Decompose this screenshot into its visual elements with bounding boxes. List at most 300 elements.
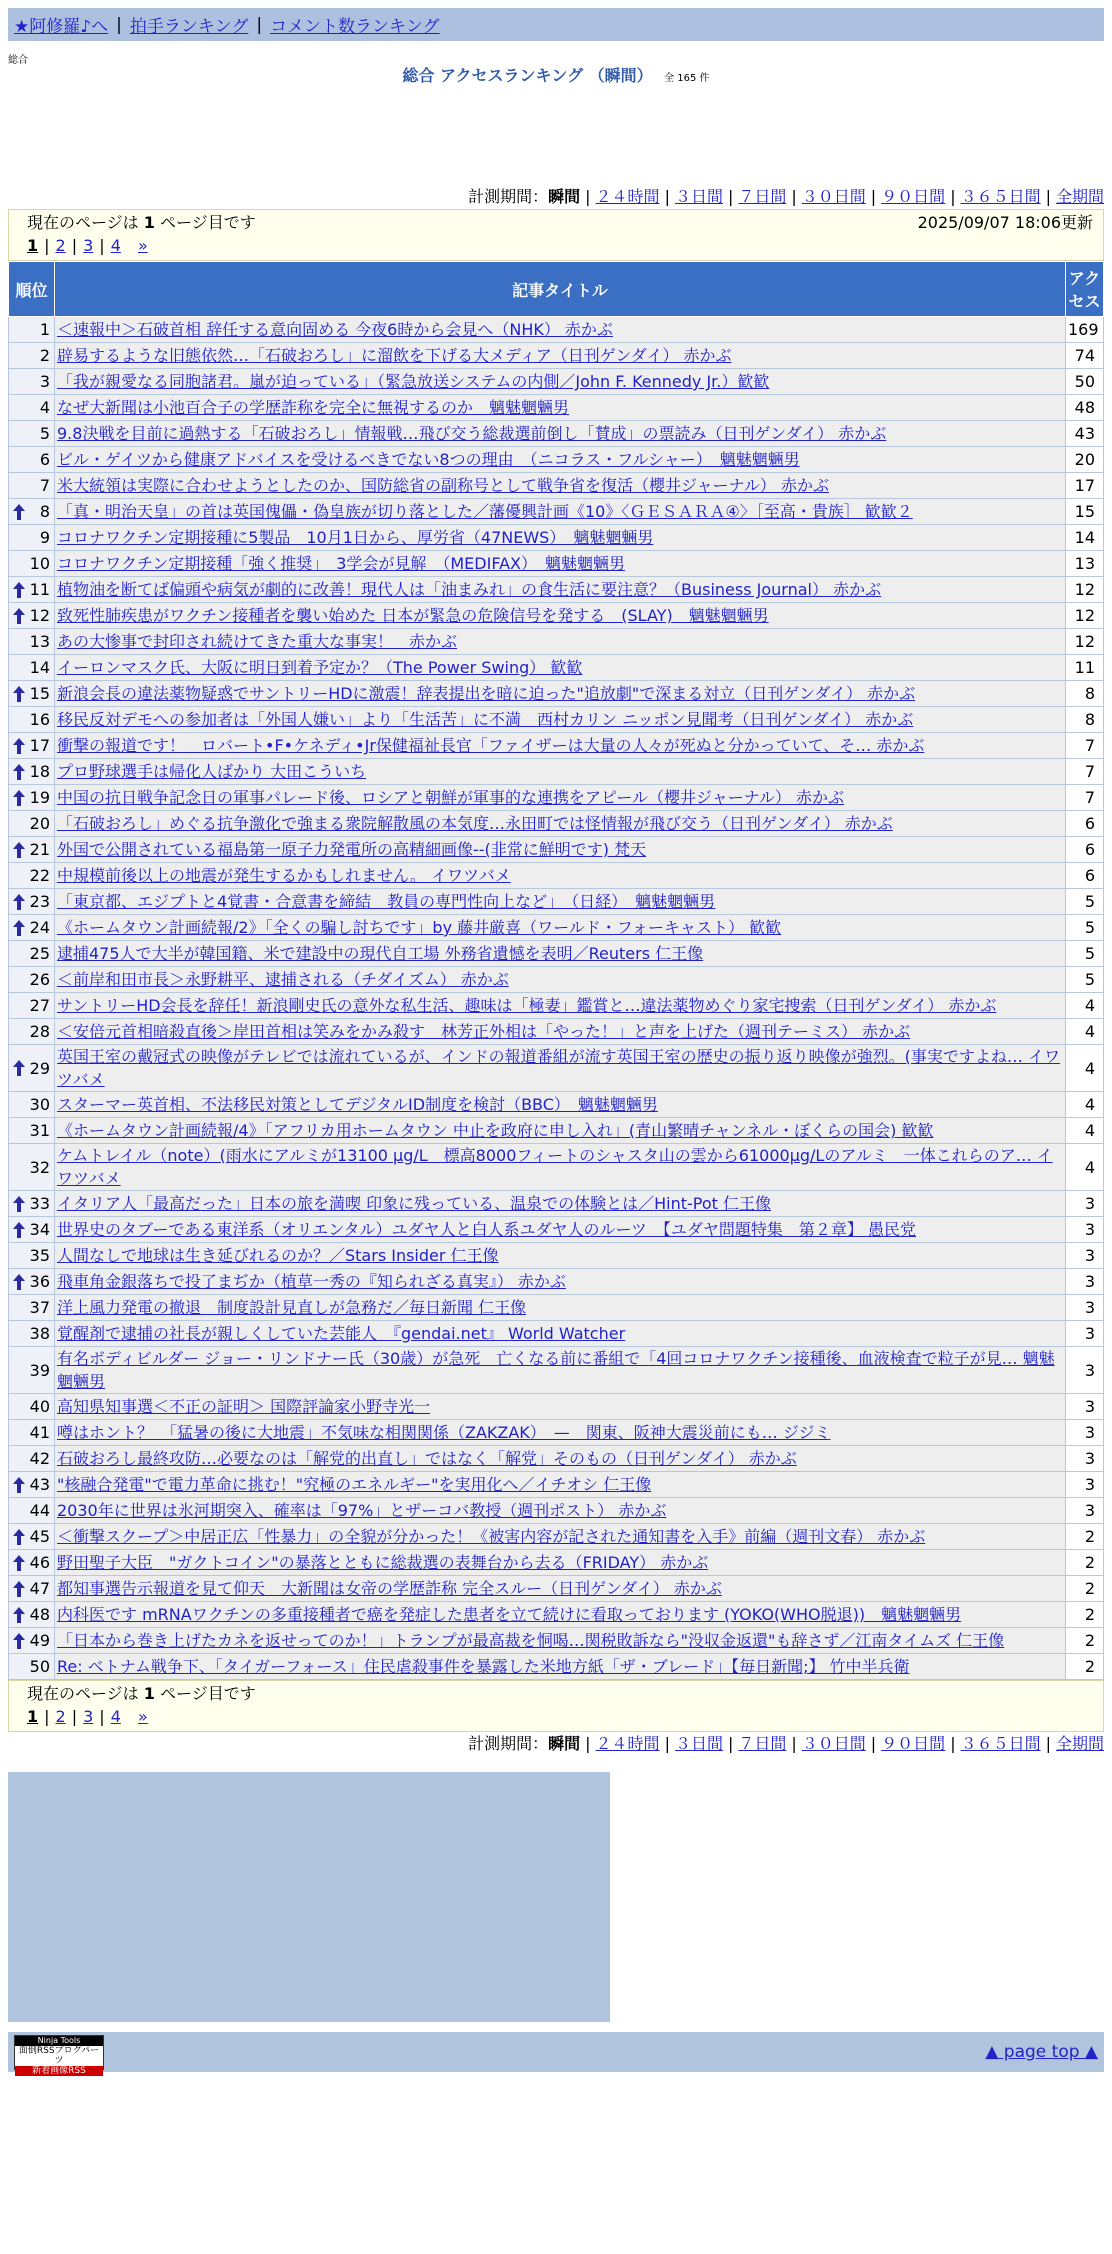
page-link[interactable]: 2 [55, 236, 66, 255]
rank-cell [9, 1144, 55, 1191]
rank-number: 24 [29, 918, 50, 937]
access-count: 14 [1066, 525, 1104, 551]
title-cell [55, 733, 1066, 759]
period-option-link[interactable]: ３６５日間 [960, 1734, 1041, 1753]
article-title-link[interactable]: スターマー英首相、不法移民対策としてデジタルID制度を検討（BBC） 魑魅魍魎男 [57, 1095, 658, 1114]
rank-cell [9, 863, 55, 889]
period-option-link[interactable]: 全期間 [1055, 1734, 1104, 1753]
table-row [9, 1550, 1104, 1576]
title-cell [55, 1144, 1066, 1191]
pager-bottom [8, 1680, 1104, 1732]
rank-number: 19 [29, 788, 50, 807]
period-option-link[interactable]: ９０日間 [881, 1734, 946, 1753]
total-count: 全 165 件 [664, 73, 710, 84]
article-title-link[interactable]: 新浪会長の違法薬物疑惑でサントリーHDに激震！辞表提出を暗に迫った"追放劇"で深まる対立（日刊ゲンダイ） 赤かぶ [57, 684, 916, 703]
period-selector [8, 1732, 1104, 1756]
table-row [9, 681, 1104, 707]
rank-up-arrow-icon [13, 1581, 25, 1597]
table-row [9, 473, 1104, 499]
period-option-link[interactable]: ３日間 [674, 1734, 723, 1753]
article-title-link[interactable]: 辟易するような旧態依然…「石破おろし」に溜飲を下げる大メディア（日刊ゲンダイ） 赤かぶ [57, 346, 732, 365]
article-title-link[interactable]: 石破おろし最終攻防…必要なのは「解党的出直し」ではなく「解党」そのもの（日刊ゲンダイ） 赤かぶ [57, 1449, 797, 1468]
nav-separator: | [256, 14, 263, 35]
table-row [9, 1019, 1104, 1045]
comment-ranking-link[interactable]: コメント数ランキング [270, 17, 440, 37]
access-count: 3 [1066, 1347, 1104, 1394]
access-count: 5 [1066, 941, 1104, 967]
rank-up-arrow-icon [13, 764, 25, 780]
title-cell [55, 1394, 1066, 1420]
article-title-link[interactable]: 世界史のタブーである東洋系（オリエンタル）ユダヤ人と白人系ユダヤ人のルーツ 【ユダヤ問題特集 第２章】 愚民党 [57, 1220, 917, 1239]
access-count: 4 [1066, 1144, 1104, 1191]
page-link[interactable]: 3 [83, 236, 94, 255]
category-label: 総合 [8, 55, 28, 66]
period-separator: | [1045, 187, 1051, 206]
table-row [9, 1144, 1104, 1191]
table-row [9, 811, 1104, 837]
access-count: 7 [1066, 759, 1104, 785]
title-cell [55, 447, 1066, 473]
title-cell [55, 551, 1066, 577]
rank-cell [9, 1446, 55, 1472]
table-row [9, 1472, 1104, 1498]
title-cell [55, 941, 1066, 967]
rank-cell [9, 603, 55, 629]
article-title-link[interactable]: 人間なしで地球は生き延びれるのか？／Stars Insider 仁王像 [57, 1246, 499, 1265]
period-separator: | [664, 1734, 670, 1753]
article-title-link[interactable]: 「石破おろし」めぐる抗争激化で強まる衆院解散風の本気度…永田町では怪情報が飛び交う（日刊ゲンダイ） 赤かぶ [57, 814, 893, 833]
rank-number: 50 [29, 1657, 50, 1676]
page-current: 1 [27, 236, 39, 255]
rank-cell [9, 1602, 55, 1628]
period-selector [8, 185, 1104, 209]
period-option-link[interactable]: ７日間 [738, 187, 787, 206]
period-option-link[interactable]: ７日間 [738, 1734, 787, 1753]
table-row [9, 343, 1104, 369]
article-title-link[interactable]: 逮捕475人で大半が韓国籍、米で建設中の現代自工場 外務省遺憾を表明／Reuters 仁王像 [57, 944, 704, 963]
rank-up-arrow-icon [13, 504, 25, 520]
article-title-link[interactable]: ＜衝撃スクープ＞中居正広「性暴力」の全貌が分かった！《被害内容が記された通知書を入手》前編（週刊文春） 赤かぶ [57, 1527, 926, 1546]
article-title-link[interactable]: ＜速報中＞石破首相 辞任する意向固める 今夜6時から会見へ（NHK） 赤かぶ [57, 320, 613, 339]
page-link[interactable]: 4 [110, 1707, 121, 1726]
table-row [9, 1217, 1104, 1243]
rank-number: 33 [29, 1194, 50, 1213]
rank-up-arrow-icon [13, 582, 25, 598]
badge-line: 面倒RSSブログパーツ [18, 2045, 100, 2066]
page-link[interactable]: 4 [110, 236, 121, 255]
article-title-link[interactable]: 「真・明治天皇」の首は英国傀儡・偽皇族が切り落とした／藩優興計画《10》〈ＧＥＳＡＲＡ④〉［至高・貴族］ 歓歓２ [57, 502, 913, 521]
rank-up-arrow-icon [13, 1060, 25, 1076]
rank-number: 12 [29, 606, 50, 625]
table-row [9, 603, 1104, 629]
article-title-link[interactable]: 覚醒剤で逮捕の社長が親しくしていた芸能人 『gendai.net』 World Watcher [57, 1324, 626, 1343]
page-current: 1 [27, 1707, 39, 1726]
rank-cell [9, 577, 55, 603]
article-title-link[interactable]: コロナワクチン定期接種「強く推奨」 3学会が見解 （MEDIFAX） 魑魅魍魎男 [57, 554, 625, 573]
period-separator: | [950, 187, 956, 206]
article-title-link[interactable]: 2030年に世界は氷河期突入、確率は「97%」とザーコバ教授（週刊ポスト） 赤かぶ [57, 1501, 667, 1520]
article-title-link[interactable]: 有名ボディビルダー ジョー・リンドナー氏（30歳）が急死 亡くなる前に番組で「4回コロナワクチン接種後、血液検査で粒子が見… 魑魅魍魎男 [57, 1349, 1055, 1391]
title-cell [55, 473, 1066, 499]
article-title-link[interactable]: 「東京都、エジプトと4覚書・合意書を締結 教員の専門性向上など」 （日経） 魑魅魍魎男 [57, 892, 716, 911]
page-top-link[interactable]: ▲ page top ▲ [985, 2042, 1098, 2062]
table-row [9, 395, 1104, 421]
period-option-link[interactable]: ２４時間 [595, 1734, 660, 1753]
title-cell [55, 1191, 1066, 1217]
access-count: 3 [1066, 1446, 1104, 1472]
article-title-link[interactable]: イーロンマスク氏、大阪に明日到着予定か？（The Power Swing） 歓歓 [57, 658, 583, 677]
rank-cell [9, 369, 55, 395]
access-count: 3 [1066, 1321, 1104, 1347]
article-title-link[interactable]: 飛車角金銀落ちで投了まぢか（植草一秀の『知られざる真実』） 赤かぶ [57, 1272, 566, 1291]
rank-cell [9, 551, 55, 577]
page [8, 8, 1104, 2076]
period-label: 計測期間： [468, 1734, 549, 1753]
title-cell [55, 889, 1066, 915]
table-row [9, 1420, 1104, 1446]
rank-cell [9, 317, 55, 343]
rank-number: 39 [29, 1360, 50, 1380]
title-cell [55, 655, 1066, 681]
title-cell [55, 1628, 1066, 1654]
table-row [9, 863, 1104, 889]
table-row [9, 447, 1104, 473]
rank-cell [9, 629, 55, 655]
rank-cell [9, 1295, 55, 1321]
rank-number: 35 [29, 1246, 50, 1265]
rank-cell [9, 941, 55, 967]
rank-up-arrow-icon [13, 1274, 25, 1290]
table-row [9, 1628, 1104, 1654]
access-count: 17 [1066, 473, 1104, 499]
table-row [9, 1576, 1104, 1602]
title-cell [55, 1654, 1066, 1680]
rank-cell [9, 1191, 55, 1217]
rank-up-arrow-icon [13, 1633, 25, 1649]
rank-number: 37 [29, 1298, 50, 1317]
access-count: 3 [1066, 1243, 1104, 1269]
ad-area [8, 1772, 610, 2022]
rank-cell [9, 499, 55, 525]
title-cell [55, 1446, 1066, 1472]
article-title-link[interactable]: 致死性肺疾患がワクチン接種者を襲い始めた 日本が緊急の危険信号を発する (SLAY) 魑魅魍魎男 [57, 606, 769, 625]
table-row [9, 421, 1104, 447]
article-title-link[interactable]: ビル・ゲイツから健康アドバイスを受けるべきでない8つの理由 （ニコラス・フルシャー） 魑魅魍魎男 [57, 450, 800, 469]
period-option-link[interactable]: ２４時間 [595, 187, 660, 206]
rank-up-arrow-icon [13, 1477, 25, 1493]
article-title-link[interactable]: ケムトレイル（note）(雨水にアルミが13100 μg/L 標高8000フィートのシャスタ山の雲から61000μg/Lのアルミ 一体これらのア… イワツバメ [57, 1146, 1053, 1188]
rss-badge[interactable] [14, 2035, 104, 2076]
page-separator: | [44, 236, 50, 255]
title-cell [55, 1045, 1066, 1092]
table-row [9, 499, 1104, 525]
table-row [9, 1654, 1104, 1680]
access-count: 8 [1066, 681, 1104, 707]
rank-number: 4 [39, 398, 50, 417]
article-title-link[interactable]: 中国の抗日戦争記念日の軍事パレード後、ロシアと朝鮮が軍事的な連携をアピール（櫻井ジャーナル） 赤かぶ [57, 788, 845, 807]
article-title-link[interactable]: あの大惨事で封印され続けてきた重大な事実！ 赤かぶ [57, 632, 458, 651]
rank-number: 18 [29, 762, 50, 781]
period-separator: | [585, 187, 591, 206]
table-row [9, 915, 1104, 941]
article-title-link[interactable]: 《ホームタウン計画続報/4》「アフリカ用ホームタウン 中止を政府に申し入れ」(青山繁晴チャンネル・ぼくらの国会) 歓歓 [57, 1121, 934, 1140]
access-count: 3 [1066, 1269, 1104, 1295]
table-row [9, 1498, 1104, 1524]
next-page-link[interactable]: » [137, 236, 148, 255]
access-count: 3 [1066, 1394, 1104, 1420]
rank-number: 34 [29, 1220, 50, 1239]
access-count: 3 [1066, 1498, 1104, 1524]
access-count: 3 [1066, 1217, 1104, 1243]
access-count: 7 [1066, 785, 1104, 811]
title-cell [55, 1295, 1066, 1321]
table-row [9, 551, 1104, 577]
article-title-link[interactable]: 衝撃の報道です！ ロバート•F•ケネディ•Jr保健福祉長官「ファイザーは大量の人々が死ぬと分かっていて、そ… 赤かぶ [57, 736, 925, 755]
period-separator: | [791, 187, 797, 206]
rank-number: 3 [39, 372, 50, 391]
title-cell [55, 1602, 1066, 1628]
access-count: 2 [1066, 1550, 1104, 1576]
page-status: 現在のページは 1 ページ目です [27, 1684, 256, 1703]
table-row [9, 1321, 1104, 1347]
period-option-link[interactable]: ３日間 [674, 187, 723, 206]
rank-cell [9, 473, 55, 499]
title-cell [55, 317, 1066, 343]
article-title-link[interactable]: プロ野球選手は帰化人ばかり 大田こういち [57, 762, 367, 781]
period-separator: | [727, 1734, 734, 1753]
title-cell [55, 811, 1066, 837]
access-count: 5 [1066, 967, 1104, 993]
rank-cell [9, 889, 55, 915]
access-count: 12 [1066, 577, 1104, 603]
table-row [9, 369, 1104, 395]
article-title-link[interactable]: ＜安倍元首相暗殺直後＞岸田首相は笑みをかみ殺す 林芳正外相は「やった！」と声を上げた（週刊テーミス） 赤かぶ [57, 1022, 911, 1041]
rank-up-arrow-icon [13, 1555, 25, 1571]
rank-number: 41 [29, 1423, 50, 1442]
rank-number: 13 [29, 632, 50, 651]
clap-ranking-link[interactable]: 拍手ランキング [129, 17, 249, 37]
rank-cell [9, 1472, 55, 1498]
table-row [9, 785, 1104, 811]
rank-up-arrow-icon [13, 894, 25, 910]
access-count: 12 [1066, 629, 1104, 655]
article-title-link[interactable]: 都知事選告示報道を見て仰天 大新聞は女帝の学歴詐称 完全スルー（日刊ゲンダイ） 赤かぶ [57, 1579, 722, 1598]
period-option-link[interactable]: ３０日間 [801, 187, 866, 206]
rank-cell [9, 655, 55, 681]
article-title-link[interactable]: ＜前岸和田市長＞永野耕平、逮捕される（チダイズム） 赤かぶ [57, 970, 509, 989]
access-count: 2 [1066, 1524, 1104, 1550]
page-separator: | [99, 236, 105, 255]
title-cell [55, 707, 1066, 733]
article-title-link[interactable]: 《ホームタウン計画続報/2》「全くの騙し討ちです」by 藤井厳喜（ワールド・フォーキャスト） 歓歓 [57, 918, 782, 937]
access-count: 20 [1066, 447, 1104, 473]
article-title-link[interactable]: "核融合発電"で電力革命に挑む！"究極のエネルギー"を実用化へ／イチオシ 仁王像 [57, 1475, 652, 1494]
article-title-link[interactable]: 移民反対デモへの参加者は「外国人嫌い」より「生活苦」に不満 西村カリン ニッポン見聞考（日刊ゲンダイ） 赤かぶ [57, 710, 914, 729]
access-count: 6 [1066, 811, 1104, 837]
rank-number: 6 [39, 450, 50, 469]
article-title-link[interactable]: 高知県知事選＜不正の証明＞ 国際評論家小野寺光一 [57, 1397, 431, 1416]
table-row [9, 629, 1104, 655]
access-count: 2 [1066, 1602, 1104, 1628]
rank-number: 29 [29, 1058, 50, 1078]
access-count: 3 [1066, 1472, 1104, 1498]
table-row [9, 317, 1104, 343]
title-cell [55, 577, 1066, 603]
period-separator: | [664, 187, 670, 206]
rank-number: 48 [29, 1605, 50, 1624]
title-cell [55, 1524, 1066, 1550]
next-page-link[interactable]: » [137, 1707, 148, 1726]
rank-cell [9, 1576, 55, 1602]
rank-up-arrow-icon [13, 1607, 25, 1623]
title-cell [55, 395, 1066, 421]
title-cell [55, 967, 1066, 993]
article-title-link[interactable]: 中規模前後以上の地震が発生するかもしれません。 イワツバメ [57, 866, 511, 885]
nav-separator: | [116, 14, 122, 35]
rank-cell [9, 525, 55, 551]
page-link[interactable]: 2 [55, 1707, 66, 1726]
title-cell [55, 863, 1066, 889]
rank-cell [9, 967, 55, 993]
article-title-link[interactable]: 「日本から巻き上げたカネを返せってのか！」トランプが最高裁を恫喝…関税敗訴なら"没収金返還"も辞さず／江南タイムズ 仁王像 [57, 1631, 1005, 1650]
rank-number: 46 [29, 1553, 50, 1572]
access-count: 15 [1066, 499, 1104, 525]
period-separator: | [870, 187, 877, 206]
table-row [9, 1243, 1104, 1269]
table-row [9, 525, 1104, 551]
article-title-link[interactable]: イタリア人「最高だった」日本の旅を満喫 印象に残っている、温泉での体験とは／Hint-Pot 仁王像 [57, 1194, 771, 1213]
access-count: 6 [1066, 863, 1104, 889]
table-row [9, 1045, 1104, 1092]
page-separator [127, 1707, 132, 1726]
title-cell [55, 837, 1066, 863]
rank-up-arrow-icon [13, 1222, 25, 1238]
rank-number: 31 [29, 1121, 50, 1140]
article-title-link[interactable]: なぜ大新聞は小池百合子の学歴詐称を完全に無視するのか 魑魅魍魎男 [57, 398, 570, 417]
title-cell [55, 1472, 1066, 1498]
rank-number: 32 [29, 1157, 50, 1177]
period-label: 計測期間： [468, 187, 549, 206]
page-separator [127, 236, 132, 255]
period-option-link[interactable]: ３０日間 [801, 1734, 866, 1753]
rank-cell [9, 1092, 55, 1118]
rank-number: 38 [29, 1324, 50, 1343]
article-title-link[interactable]: コロナワクチン定期接種に5製品 10月1日から、厚労省（47NEWS） 魑魅魍魎男 [57, 528, 654, 547]
table-row [9, 1524, 1104, 1550]
article-title-link[interactable]: 9.8決戦を目前に過熱する「石破おろし」情報戦…飛び交う総裁選前倒し「賛成」の票読み（日刊ゲンダイ） 赤かぶ [57, 424, 887, 443]
article-title-link[interactable]: 英国王室の戴冠式の映像がテレビでは流れているが、インドの報道番組が流す英国王室の歴史の振り返り映像が強烈。(事実ですよね… イワツバメ [57, 1047, 1061, 1089]
rank-up-arrow-icon [13, 686, 25, 702]
article-title-link[interactable]: 野田聖子大臣 "ガクトコイン"の暴落とともに総裁選の表舞台から去る（FRIDAY） 赤かぶ [57, 1553, 709, 1572]
rank-number: 45 [29, 1527, 50, 1546]
access-count: 50 [1066, 369, 1104, 395]
rank-cell [9, 1321, 55, 1347]
footer [8, 2032, 1104, 2076]
period-option-link[interactable]: 全期間 [1055, 187, 1104, 206]
table-row [9, 1118, 1104, 1144]
rank-cell [9, 1394, 55, 1420]
rank-number: 27 [29, 996, 50, 1015]
rank-up-arrow-icon [13, 842, 25, 858]
rank-cell [9, 837, 55, 863]
period-separator: | [585, 1734, 591, 1753]
col-access-header: アクセス [1066, 262, 1104, 317]
rank-number: 44 [29, 1501, 50, 1520]
table-row [9, 967, 1104, 993]
table-row [9, 1394, 1104, 1420]
title-cell [55, 1118, 1066, 1144]
rank-cell [9, 785, 55, 811]
table-row [9, 941, 1104, 967]
title-cell [55, 1217, 1066, 1243]
col-title-header: 記事タイトル [55, 262, 1066, 317]
article-title-link[interactable]: 植物油を断てば偏頭や病気が劇的に改善！現代人は「油まみれ」の食生活に要注意？（Business Journal） 赤かぶ [57, 580, 882, 599]
rank-cell [9, 759, 55, 785]
article-title-link[interactable]: 内科医です mRNAワクチンの多重接種者で癌を発症した患者を立て続けに看取っております (YOKO(WHO脱退)) 魑魅魍魎男 [57, 1605, 962, 1624]
period-option-link[interactable]: ３６５日間 [960, 187, 1041, 206]
spacer [8, 85, 1104, 185]
access-count: 4 [1066, 993, 1104, 1019]
article-title-link[interactable]: Re: ベトナム戦争下、「タイガーフォース」住民虐殺事件を暴露した米地方紙「ザ・ブレード」【毎日新聞;】 竹中半兵衛 [57, 1657, 910, 1676]
rank-number: 22 [29, 866, 50, 885]
rank-cell [9, 1019, 55, 1045]
rank-number: 20 [29, 814, 50, 833]
home-link[interactable]: ★阿修羅♪へ [14, 17, 109, 37]
rank-number: 10 [29, 554, 50, 573]
table-row [9, 993, 1104, 1019]
table-row [9, 889, 1104, 915]
table-row [9, 1295, 1104, 1321]
access-count: 4 [1066, 1092, 1104, 1118]
rank-cell [9, 1118, 55, 1144]
access-count: 3 [1066, 1191, 1104, 1217]
access-count: 169 [1066, 317, 1104, 343]
access-count: 8 [1066, 707, 1104, 733]
table-row [9, 655, 1104, 681]
table-row [9, 1602, 1104, 1628]
article-title-link[interactable]: 外国で公開されている福島第一原子力発電所の高精細画像--(非常に鮮明です) 梵天 [57, 840, 647, 859]
rank-cell [9, 915, 55, 941]
access-count: 5 [1066, 915, 1104, 941]
title-cell [55, 499, 1066, 525]
page-link[interactable]: 3 [83, 1707, 94, 1726]
rank-number: 8 [39, 502, 50, 521]
title-cell [55, 785, 1066, 811]
title-cell [55, 1243, 1066, 1269]
rank-number: 11 [29, 580, 50, 599]
table-row [9, 577, 1104, 603]
rank-up-arrow-icon [13, 1196, 25, 1212]
access-count: 4 [1066, 1019, 1104, 1045]
rank-number: 2 [39, 346, 50, 365]
rank-cell [9, 1045, 55, 1092]
table-row [9, 1092, 1104, 1118]
article-title-link[interactable]: 米大統領は実際に合わせようとしたのか、国防総省の副称号として戦争省を復活（櫻井ジャーナル） 赤かぶ [57, 476, 829, 495]
access-count: 4 [1066, 1118, 1104, 1144]
article-title-link[interactable]: 噂はホント？ 「猛暑の後に大地震」不気味な相関関係（ZAKZAK） — 関東、阪神大震災前にも… ジジミ [57, 1423, 831, 1442]
article-title-link[interactable]: 洋上風力発電の撤退 制度設計見直しが急務だ／毎日新聞 仁王像 [57, 1298, 527, 1317]
article-title-link[interactable]: サントリーHD会長を辞任！新浪剛史氏の意外な私生活、趣味は「極妻」鑑賞と…違法薬物めぐり家宅捜索（日刊ゲンダイ） 赤かぶ [57, 996, 997, 1015]
table-row [9, 1446, 1104, 1472]
period-option-link[interactable]: ９０日間 [881, 187, 946, 206]
page-separator: | [71, 236, 78, 255]
title-cell [55, 525, 1066, 551]
rank-number: 5 [39, 424, 50, 443]
rank-cell [9, 681, 55, 707]
access-count: 2 [1066, 1654, 1104, 1680]
rank-number: 42 [29, 1449, 50, 1468]
article-title-link[interactable]: 「我が親愛なる同胞諸君。嵐が迫っている」（緊急放送システムの内側／John F. Kennedy Jr.）歓歓 [57, 372, 770, 391]
